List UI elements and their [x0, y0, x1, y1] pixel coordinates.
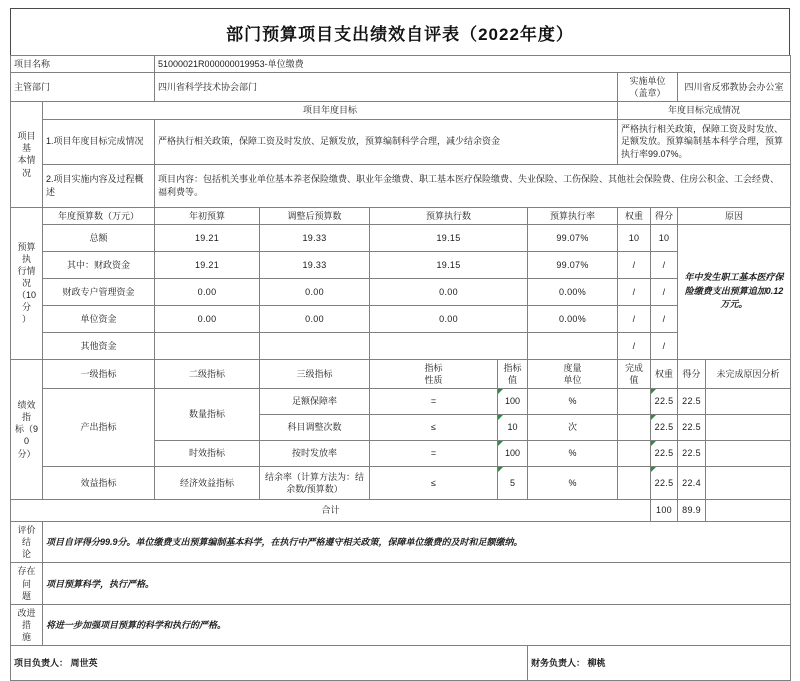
project-overview-label-line1: 项目基 — [17, 131, 36, 154]
perf-score: 22.5 — [678, 440, 706, 466]
total-weight: 100 — [651, 499, 678, 521]
completion-status-header: 年度目标完成情况 — [618, 102, 791, 119]
budget-row-adjusted: 19.33 — [260, 224, 370, 251]
budget-label-line4: ） — [21, 314, 31, 325]
perf-nature: ≤ — [370, 414, 498, 440]
perf-value: 100 — [498, 388, 528, 414]
implementing-unit-label — [618, 73, 678, 102]
perf-col-header-score: 得分 — [678, 359, 706, 388]
evaluation-conclusion-row — [11, 521, 791, 562]
perf-level2-quantity: 数量指标 — [155, 388, 260, 440]
budget-row-score: / — [651, 332, 678, 359]
budget-row-fiscal — [11, 251, 791, 278]
perf-nature: ≤ — [370, 466, 498, 499]
annual-goal-header: 项目年度目标 — [43, 102, 618, 119]
performance-row — [11, 466, 791, 499]
performance-label-line2: 标（90 — [14, 424, 38, 447]
evaluation-label-line1: 评价结 — [17, 524, 36, 548]
budget-col-header-adjusted: 调整后预算数 — [260, 207, 370, 224]
perf-col-header-analysis: 未完成原因分析 — [706, 359, 791, 388]
perf-actual — [618, 466, 651, 499]
budget-col-header-score: 得分 — [651, 207, 678, 224]
perf-level3: 足额保障率 — [260, 388, 370, 414]
budget-row-score: / — [651, 251, 678, 278]
perf-analysis — [706, 440, 791, 466]
project-name-label: 项目名称 — [11, 56, 155, 73]
evaluation-conclusion-label — [11, 521, 43, 562]
performance-header-row — [11, 359, 791, 388]
perf-weight: 22.5 — [651, 414, 678, 440]
budget-row-score: / — [651, 305, 678, 332]
project-leader-value: 周世英 — [70, 658, 98, 669]
improvements-row — [11, 604, 791, 645]
implementation-content-text: 项目内容：包括机关事业单位基本养老保险缴费、职业年金缴费、职工基本医疗保险缴费、失业保险、工伤保险、其他社会保险费、住房公积金、工会经费、福利费等。 — [155, 164, 791, 207]
total-label: 合计 — [11, 499, 651, 521]
budget-row-initial: 19.21 — [155, 251, 260, 278]
project-content-row — [11, 164, 791, 207]
project-leader-label: 项目负责人： — [14, 658, 69, 669]
goal-completion-status-text: 严格执行相关政策，保障工资及时发放、足额发放。预算编制基本科学合理，预算执行率99.07%。 — [618, 119, 791, 164]
project-overview-section-label — [11, 102, 43, 207]
perf-unit: % — [528, 440, 618, 466]
perf-col-header-unit — [528, 359, 618, 388]
budget-row-weight: / — [618, 332, 651, 359]
finance-leader-value: 柳桃 — [587, 658, 606, 669]
project-overview-header-row — [11, 102, 791, 119]
evaluation-conclusion-value: 项目自评得分99.9分。单位缴费支出预算编制基本科学，在执行中严格遵守相关政策，保障单位缴费的及时和足额缴纳。 — [43, 521, 791, 562]
budget-row-special-account — [11, 278, 791, 305]
budget-row-rate — [528, 332, 618, 359]
problems-row — [11, 563, 791, 604]
performance-label-line3: 分） — [17, 448, 36, 459]
budget-row-executed: 19.15 — [370, 224, 528, 251]
finance-leader-label: 财务负责人： — [531, 658, 586, 669]
budget-row-initial: 19.21 — [155, 224, 260, 251]
budget-row-rate: 0.00% — [528, 278, 618, 305]
budget-col-header-executed: 预算执行数 — [370, 207, 528, 224]
perf-nature: = — [370, 388, 498, 414]
budget-row-executed — [370, 332, 528, 359]
budget-row-executed: 0.00 — [370, 305, 528, 332]
project-leader-cell — [11, 646, 528, 681]
budget-row-other-funds — [11, 332, 791, 359]
performance-section-label — [11, 359, 43, 499]
budget-row-rate: 99.07% — [528, 251, 618, 278]
project-overview-label-line2: 本情况 — [17, 155, 36, 178]
budget-col-header-rate: 预算执行率 — [528, 207, 618, 224]
perf-level1-benefit: 效益指标 — [43, 466, 155, 499]
problems-label-line2: 题 — [21, 590, 31, 601]
perf-unit: 次 — [528, 414, 618, 440]
problems-label — [11, 563, 43, 604]
perf-col-header-level1: 一级指标 — [43, 359, 155, 388]
project-goal-row — [11, 119, 791, 164]
budget-row-score: / — [651, 278, 678, 305]
perf-level1-output: 产出指标 — [43, 388, 155, 466]
goal-completion-goal-text: 严格执行相关政策，保障工资及时发放、足额发放，预算编制科学合理，减少结余资金 — [155, 119, 618, 164]
budget-row-adjusted: 19.33 — [260, 251, 370, 278]
budget-row-name: 其中：财政资金 — [43, 251, 155, 278]
perf-score: 22.4 — [678, 466, 706, 499]
department-row — [11, 73, 791, 102]
budget-row-adjusted: 0.00 — [260, 305, 370, 332]
budget-row-name: 总额 — [43, 224, 155, 251]
perf-nature-line2: 性质 — [424, 374, 443, 385]
perf-weight: 22.5 — [651, 388, 678, 414]
budget-row-initial: 0.00 — [155, 305, 260, 332]
department-value: 四川省科学技术协会部门 — [155, 73, 618, 102]
project-name-row — [11, 56, 791, 73]
budget-row-weight: / — [618, 278, 651, 305]
self-evaluation-table — [10, 55, 791, 681]
performance-total-row — [11, 499, 791, 521]
perf-level3: 按时发放率 — [260, 440, 370, 466]
budget-label-line3: （10分 — [16, 290, 36, 313]
budget-row-rate: 0.00% — [528, 305, 618, 332]
performance-row — [11, 388, 791, 414]
perf-level3: 科目调整次数 — [260, 414, 370, 440]
perf-actual — [618, 440, 651, 466]
perf-actual — [618, 414, 651, 440]
department-label: 主管部门 — [11, 73, 155, 102]
budget-row-initial: 0.00 — [155, 278, 260, 305]
budget-row-total — [11, 224, 791, 251]
problems-value: 项目预算科学，执行严格。 — [43, 563, 791, 604]
perf-value: 10 — [498, 414, 528, 440]
improvements-value: 将进一步加强项目预算的科学和执行的严格。 — [43, 604, 791, 645]
perf-unit-line1: 度量 — [563, 362, 582, 373]
implementation-content-label: 2.项目实施内容及过程概述 — [43, 164, 155, 207]
problems-label-line1: 存在问 — [17, 566, 36, 589]
budget-row-weight: / — [618, 305, 651, 332]
page-title: 部门预算项目支出绩效自评表（2022年度） — [226, 24, 574, 44]
budget-row-unit-funds — [11, 305, 791, 332]
budget-row-name: 财政专户管理资金 — [43, 278, 155, 305]
goal-completion-label: 1.项目年度目标完成情况 — [43, 119, 155, 164]
improvements-label-line2: 施 — [21, 632, 31, 643]
perf-level3: 结余率（计算方法为：结余数/预算数） — [260, 466, 370, 499]
perf-actual — [618, 388, 651, 414]
perf-unit: % — [528, 388, 618, 414]
perf-col-header-level3: 三级指标 — [260, 359, 370, 388]
evaluation-label-line2: 论 — [21, 549, 31, 560]
budget-row-score: 10 — [651, 224, 678, 251]
perf-unit: % — [528, 466, 618, 499]
budget-row-adjusted: 0.00 — [260, 278, 370, 305]
perf-level2-economic: 经济效益指标 — [155, 466, 260, 499]
budget-label-line1: 预算执 — [17, 241, 36, 264]
perf-weight: 22.5 — [651, 440, 678, 466]
perf-score: 22.5 — [678, 414, 706, 440]
perf-col-header-value: 指标值 — [498, 359, 528, 388]
perf-analysis — [706, 414, 791, 440]
perf-analysis — [706, 466, 791, 499]
budget-row-adjusted — [260, 332, 370, 359]
finance-leader-cell — [528, 646, 791, 681]
budget-row-rate: 99.07% — [528, 224, 618, 251]
perf-col-header-weight: 权重 — [651, 359, 678, 388]
perf-analysis — [706, 388, 791, 414]
budget-col-header-weight: 权重 — [618, 207, 651, 224]
perf-weight: 22.5 — [651, 466, 678, 499]
budget-row-weight: 10 — [618, 224, 651, 251]
implementing-unit-value: 四川省反邪教协会办公室 — [678, 73, 791, 102]
perf-col-header-actual: 完成值 — [618, 359, 651, 388]
implementing-unit-label-line1: 实施单位 — [629, 76, 666, 87]
budget-execution-header-row — [11, 207, 791, 224]
performance-label-line1: 绩效指 — [17, 399, 36, 423]
perf-score: 22.5 — [678, 388, 706, 414]
budget-col-header-initial: 年初预算 — [155, 207, 260, 224]
perf-value: 5 — [498, 466, 528, 499]
budget-row-name: 单位资金 — [43, 305, 155, 332]
total-score: 89.9 — [678, 499, 706, 521]
perf-unit-line2: 单位 — [563, 374, 582, 385]
budget-row-executed: 0.00 — [370, 278, 528, 305]
project-name-value: 51000021R000000019953-单位缴费 — [155, 56, 791, 73]
budget-row-executed: 19.15 — [370, 251, 528, 278]
perf-col-header-nature — [370, 359, 498, 388]
perf-nature: = — [370, 440, 498, 466]
budget-row-name: 其他资金 — [43, 332, 155, 359]
implementing-unit-label-line2: （盖章） — [629, 88, 666, 99]
budget-col-header-name: 年度预算数（万元） — [43, 207, 155, 224]
budget-reason-text: 年中发生职工基本医疗保险缴费支出预算追加0.12万元。 — [678, 224, 791, 359]
improvements-label-line1: 改进措 — [17, 607, 36, 630]
budget-row-weight: / — [618, 251, 651, 278]
total-analysis-empty — [706, 499, 791, 521]
signature-row — [11, 646, 791, 681]
document-title-bar — [10, 8, 790, 55]
improvements-label — [11, 604, 43, 645]
budget-execution-section-label — [11, 207, 43, 359]
budget-row-initial — [155, 332, 260, 359]
perf-nature-line1: 指标 — [424, 362, 443, 373]
budget-col-header-reason: 原因 — [678, 207, 791, 224]
perf-level2-timeliness: 时效指标 — [155, 440, 260, 466]
perf-value: 100 — [498, 440, 528, 466]
budget-label-line2: 行情况 — [17, 265, 36, 289]
perf-col-header-level2: 二级指标 — [155, 359, 260, 388]
